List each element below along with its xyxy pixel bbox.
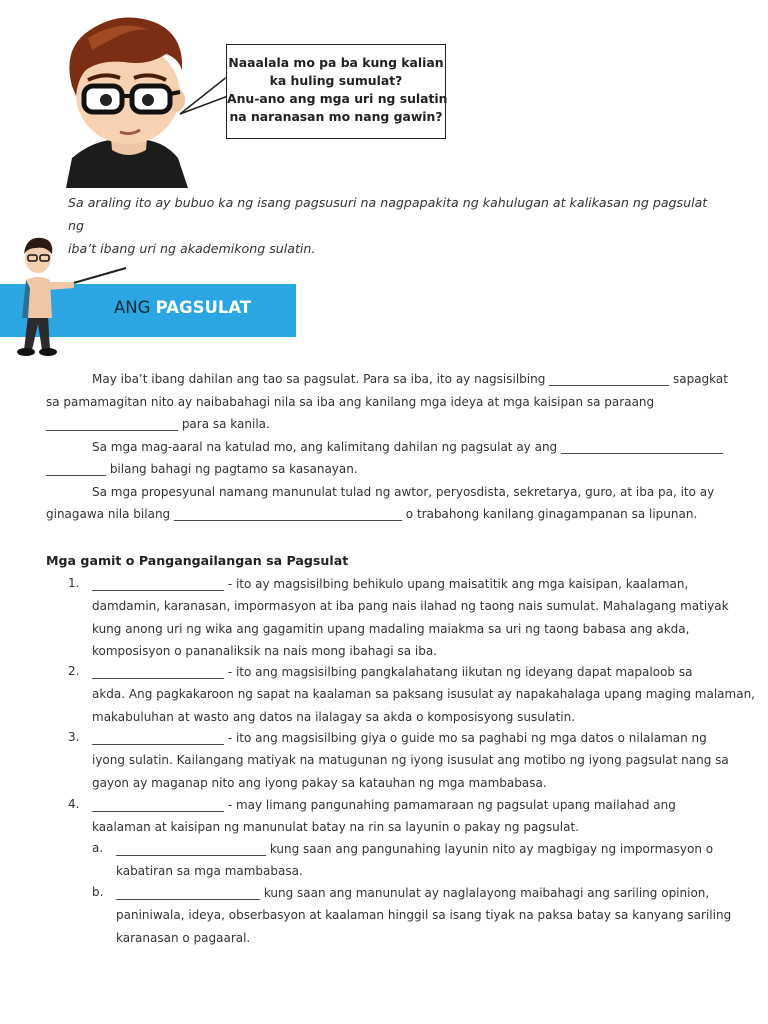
list-item-4 xyxy=(92,794,676,839)
sublist-item-line: ________________________ kung saan ang manunulat ay naglalayong maibahagi ang sariling opinion, xyxy=(116,886,710,900)
list-item-2 xyxy=(92,661,755,728)
sublist-item-a xyxy=(116,838,713,883)
bubble-line-1: Naaalala mo pa ba kung kalian xyxy=(228,55,444,70)
sublist-item-line: _________________________ kung saan ang pangunahing layunin nito ay magbigay ng impormasyon o xyxy=(116,842,714,856)
banner-title-highlight: PAGSULAT xyxy=(155,298,252,317)
sublist-item-b xyxy=(116,882,731,949)
intro-line-2: iba’t ibang uri ng akademikong sulatin. xyxy=(68,241,316,256)
list-item-line: akda. Ang pagkakaroon ng sapat na kaalaman sa paksang isusulat ay napakahalaga upang maging malaman, xyxy=(92,687,755,702)
list-item-line: makabuluhan at wasto ang datos na ilalagay sa akda o komposisyong susulatin. xyxy=(92,709,576,724)
list-item-line: ______________________ - ito ang magsisilbing pangkalahatang iikutan ng ideyang dapat mapaloob sa xyxy=(92,665,693,679)
list-item-line: gayon ay maganap nito ang iyong pakay sa katauhan ng mga mambabasa. xyxy=(92,775,547,790)
list-item-line: ______________________ - may limang pangunahing pamamaraan ng pagsulat upang mailahad ang xyxy=(92,798,676,812)
body-p3-line2: ginagawa nila bilang ______________________________________ o trabahong kanilang ginagampanan sa lipunan. xyxy=(46,507,698,521)
bubble-line-2: ka huling sumulat? xyxy=(269,73,403,88)
list-item-line: kung anong uri ng wika ang gagamitin upang madaling maiakma sa uri ng taong babasa ang akda, xyxy=(92,621,690,636)
body-p3-line1: Sa mga propesyunal namang manunulat tulad ng awtor, peryosdista, sekretarya, guro, at iba pa, ito ay xyxy=(92,485,715,499)
list-item-line: komposisyon o pananaliksik na nais mong ibahagi sa iba. xyxy=(92,643,437,658)
body-p1-line3: ______________________ para sa kanila. xyxy=(46,417,270,431)
speech-bubble xyxy=(226,44,446,139)
list-number: 3. xyxy=(68,730,80,744)
list-item-line: damdamin, karanasan, impormasyon at iba pang nais ilahad ng taong nais sumulat. Mahalagang matiyak xyxy=(92,599,729,614)
banner-title xyxy=(114,298,251,317)
section-heading: Mga gamit o Pangangailangan sa Pagsulat xyxy=(46,553,349,568)
banner-title-plain: ANG xyxy=(114,298,156,317)
bubble-line-4: na naranasan mo nang gawin? xyxy=(229,109,443,124)
body-p1-line1: May iba’t ibang dahilan ang tao sa pagsulat. Para sa iba, ito ay nagsisilbing ____________________ sapagkat xyxy=(92,372,728,386)
sublist-item-line: paniniwala, ideya, obserbasyon at kaalaman hinggil sa isang tiyak na paksa batay sa kanyang sariling xyxy=(116,908,732,923)
speech-bubble-pointer xyxy=(178,70,230,120)
sublist-item-line: kabatiran sa mga mambabasa. xyxy=(116,864,303,879)
sublist-letter: a. xyxy=(92,841,104,855)
intro-line-1: Sa araling ito ay bubuo ka ng isang pagsusuri na nagpapakita ng kahulugan at kalikasan ng pagsulat ng xyxy=(68,195,708,233)
list-item-3 xyxy=(92,727,729,794)
list-item-line: iyong sulatin. Kailangang matiyak na matugunan ng iyong isusulat ang motibo ng iyong pagsulat nang sa xyxy=(92,753,729,768)
bubble-line-3: Anu-ano ang mga uri ng sulatin xyxy=(227,91,448,106)
sublist-item-line: karanasan o pagaaral. xyxy=(116,930,251,945)
list-item-1 xyxy=(92,573,729,662)
body-p2-line1: Sa mga mag-aaral na katulad mo, ang kalimitang dahilan ng pagsulat ay ang ___________________________ xyxy=(92,440,723,454)
body-p2-line2: __________ bilang bahagi ng pagtamo sa kasanayan. xyxy=(46,462,358,476)
body-p1-line2: sa pamamagitan nito ay naibabahagi nila sa iba ang kanilang mga ideya at mga kaisipan sa paraang xyxy=(46,395,655,409)
list-item-line: ______________________ - ito ay magsisilbing behikulo upang maisatitik ang mga kaisipan, kaalaman, xyxy=(92,577,689,591)
intro-paragraph xyxy=(68,191,708,260)
list-item-line: kaalaman at kaisipan ng manunulat batay na rin sa layunin o pakay ng pagsulat. xyxy=(92,820,579,835)
list-number: 1. xyxy=(68,576,80,590)
sublist-letter: b. xyxy=(92,885,104,899)
list-item-line: ______________________ - ito ang magsisilbing giya o guide mo sa paghabi ng mga datos o nilalaman ng xyxy=(92,731,707,745)
list-number: 4. xyxy=(68,797,80,811)
pointing-man-illustration xyxy=(8,232,133,360)
list-number: 2. xyxy=(68,664,80,678)
